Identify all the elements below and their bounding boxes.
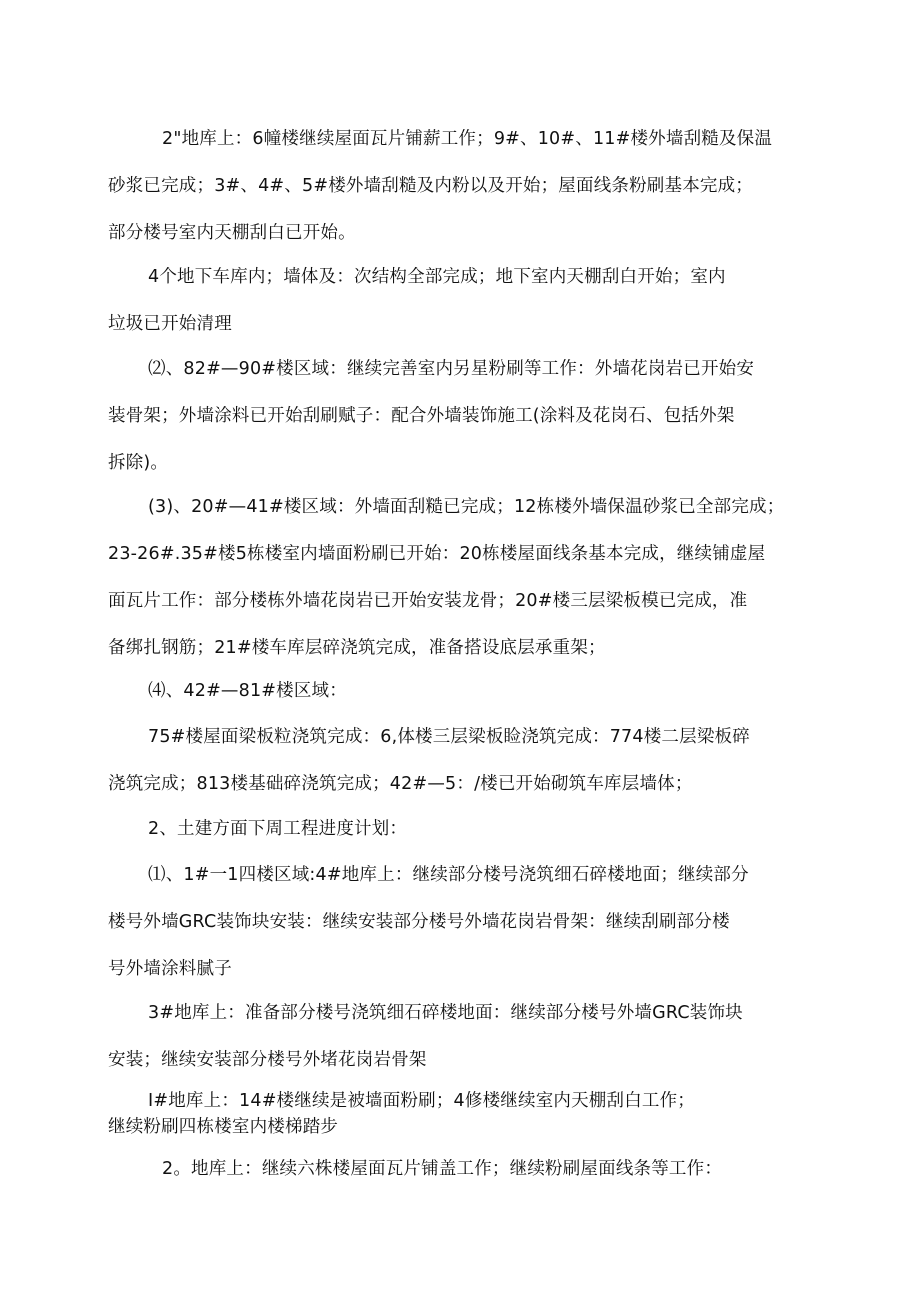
paragraph-9	[108, 990, 816, 1084]
text-line: 部分楼号室内天棚刮白已开始。	[108, 223, 356, 243]
paragraph-3	[108, 346, 816, 487]
paragraph-6	[108, 714, 816, 808]
text-line: ⑵、82#—90#楼区域：继续完善室内另星粉刷等工作：外墙花岗岩已开始安	[148, 359, 755, 379]
text-line: 楼号外墙GRC装饰块安装：继续安装部分楼号外墙花岗岩骨架：继续刮刷部分楼	[108, 912, 730, 932]
text-line: I#地库上：14#楼继续是被墙面粉刷；4修楼继续室内天棚刮白工作；	[148, 1091, 695, 1111]
text-line: 继续粉刷四栋楼室内楼梯踏步	[108, 1117, 339, 1137]
text-line: 3#地库上：准备部分楼号浇筑细石碎楼地面：继续部分楼号外墙GRC装饰块	[148, 1003, 743, 1023]
text-line: 浇筑完成；813楼基础碎浇筑完成；42#—5：/楼已开始砌筑车库层墙体；	[108, 774, 693, 794]
text-line: 垃圾已开始清理	[108, 314, 232, 334]
text-line: 2。地库上：继续六株楼屋面瓦片铺盖工作；继续粉刷屋面线条等工作：	[162, 1159, 723, 1179]
paragraph-10	[108, 1088, 816, 1140]
paragraph-7	[108, 806, 816, 853]
text-line: 安装；继续安装部分楼号外堵花岗岩骨架	[108, 1050, 427, 1070]
text-line: 75#楼屋面梁板粒浇筑完成：6,体楼三层梁板睑浇筑完成：774楼二层梁板碎	[148, 727, 750, 747]
text-line: ⑴、1#一1四楼区域:4#地库上：继续部分楼号浇筑细石碎楼地面；继续部分	[148, 865, 749, 885]
paragraph-5	[108, 668, 816, 715]
paragraph-11	[108, 1146, 816, 1193]
text-line: 备绑扎钢筋；21#楼车库层碎浇筑完成，准备搭设底层承重架；	[108, 638, 606, 658]
text-line: 砂浆已完成；3#、4#、5#楼外墙刮糙及内粉以及开始；屋面线条粉刷基本完成；	[108, 176, 753, 196]
paragraph-8	[108, 852, 816, 993]
text-line: 23-26#.35#楼5栋楼室内墙面粉刷已开始：20栋楼屋面线条基本完成，继续铺虚屋	[108, 544, 766, 564]
text-line: 号外墙涂料腻子	[108, 959, 232, 979]
text-line: 装骨架；外墙涂料已开始刮刷赋子：配合外墙装饰施工(涂料及花岗石、包括外架	[108, 406, 735, 426]
text-line: 2"地库上：6幢楼继续屋面瓦片铺薪工作；9#、10#、11#楼外墙刮糙及保温	[162, 129, 773, 149]
paragraph-4	[108, 484, 816, 672]
text-line: 4个地下车库内；墙体及：次结构全部完成；地下室内天棚刮白开始；室内	[148, 267, 726, 287]
paragraph-2	[108, 254, 816, 348]
text-line: (3)、20#—41#楼区域：外墙面刮糙已完成；12栋楼外墙保温砂浆已全部完成；	[148, 497, 785, 517]
text-line: 面瓦片工作：部分楼栋外墙花岗岩已开始安装龙骨；20#楼三层梁板模已完成，准	[108, 591, 748, 611]
text-line: 拆除)。	[108, 453, 169, 473]
text-line: ⑷、42#—81#楼区域：	[148, 681, 347, 701]
text-line: 2、土建方面下周工程进度计划：	[148, 819, 408, 839]
paragraph-1	[108, 116, 816, 257]
